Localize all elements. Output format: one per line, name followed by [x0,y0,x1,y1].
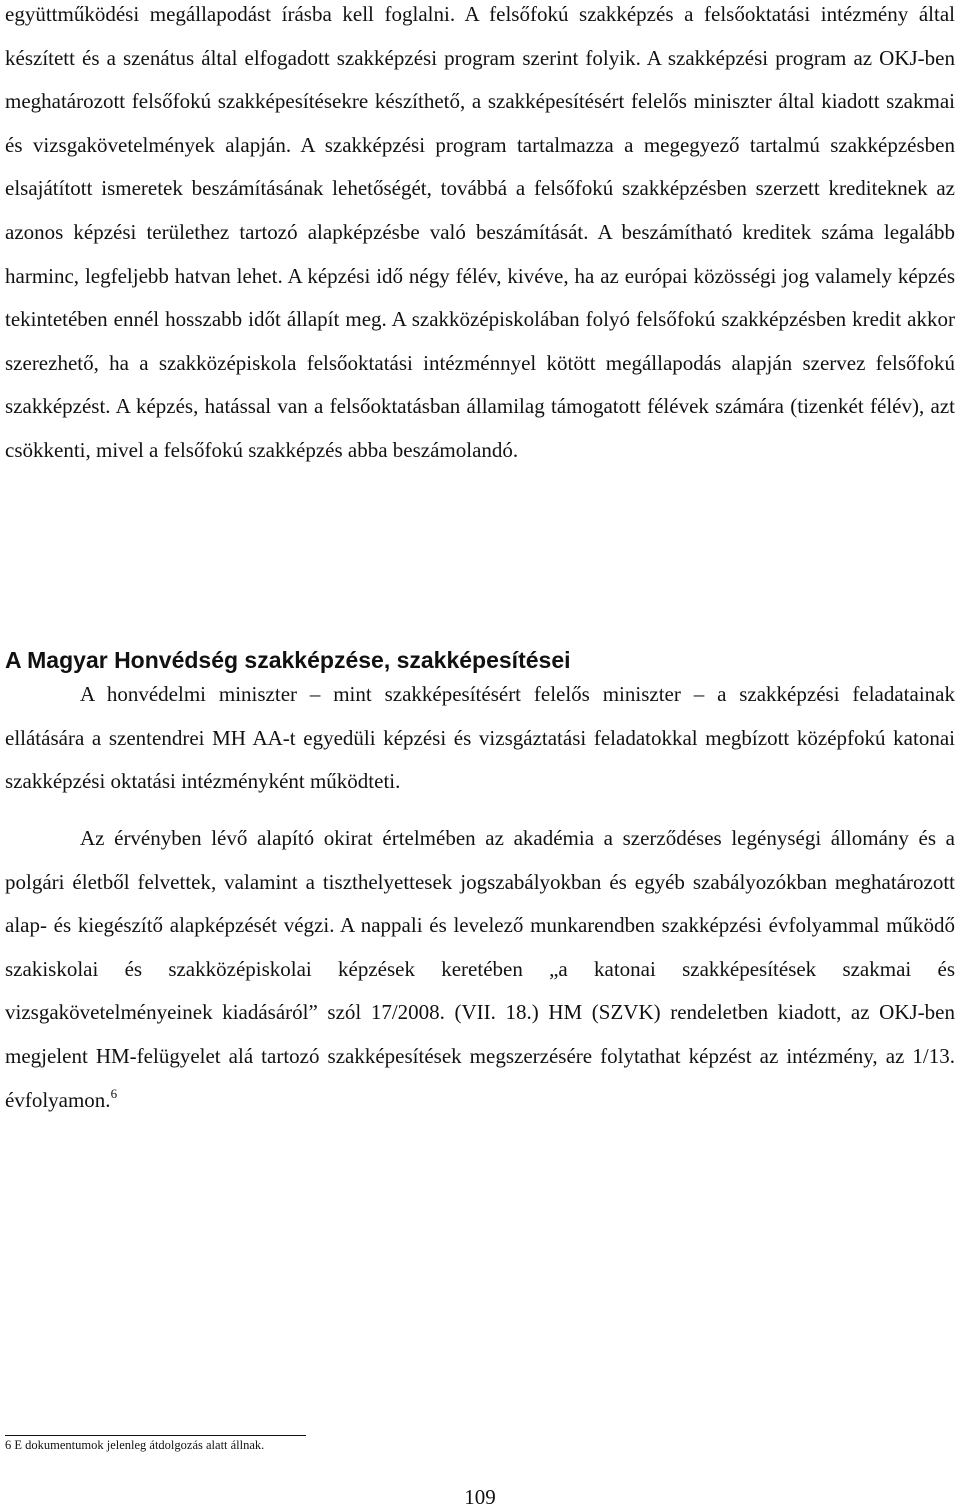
paragraph-text: Az érvényben lévő alapító okirat értelmében az akadémia a szerződéses legénységi állomány és a polgári életből felvettek, valamint a tiszthelyettesek jogszabályokban és egyéb szabályozókban meghatározott alap- és kiegészítő alapképzését végzi. A nappali és levelező munkarendben szakképzési évfolyammal működő szakiskolai és szakközépiskolai képzések keretében „a katonai szakképesítések szakmai és vizsgakövetelményeinek kiadásáról” szól 17/2008. (VII. 18.) HM (SZVK) rendeletben kiadott, az OKJ-ben megjelent HM-felügyelet alá tartozó szakképesítések megszerzésére folytathat képzést az intézmény, az 1/13. évfolyamon. [5,826,955,1112]
paragraph-alapito-okirat [5,817,955,1122]
page-number: 109 [464,1485,496,1509]
section-heading: A Magyar Honvédség szakképzése, szakképesítései [5,647,571,673]
paragraph-honvedelmi [5,673,955,804]
paragraph-intro: együttműködési megállapodást írásba kell foglalni. A felsőfokú szakképzés a felsőoktatási intézmény által készített és a szenátus által elfogadott szakképzési program szerint folyik. A szakképzési program az OKJ-ben meghatározott felsőfokú szakképesítésekre készíthető, a szakképesítésért felelős miniszter által kiadott szakmai és vizsgakövetelmények alapján. A szakképzési program tartalmazza a megegyező tartalmú szakképzésben elsajátított ismeretek beszámításának lehetőségét, továbbá a felsőfokú szakképzésben szerzett krediteknek az azonos képzési területhez tartozó alapképzésbe való beszámítását. A beszámítható kreditek száma legalább harminc, legfeljebb hatvan lehet. A képzési idő négy félév, kivéve, ha az európai közösségi jog valamely képzés tekintetében ennél hosszabb időt állapít meg. A szakközépiskolában folyó felsőfokú szakképzésben kredit akkor szerezhető, ha a szakközépiskola felsőoktatási intézménnyel kötött megállapodás alapján szervez felsőfokú szakképzést. A képzés, hatással van a felsőoktatásban államilag támogatott félévek számára (tizenkét félév), azt csökkenti, mivel a felsőfokú szakképzés abba beszámolandó. [5,2,955,462]
footnote-reference[interactable]: 6 [110,1085,118,1101]
paragraph-text: A honvédelmi miniszter – mint szakképesítésért felelős miniszter – a szakképzési feladatainak ellátására a szentendrei MH AA-t egyedüli képzési és vizsgáztatási feladatokkal megbízott középfokú katonai szakképzési oktatási intézményként működteti. [5,682,955,794]
footnote-text: 6 E dokumentumok jelenleg átdolgozás alatt állnak. [5,1438,265,1452]
footnote-separator [5,1435,306,1436]
